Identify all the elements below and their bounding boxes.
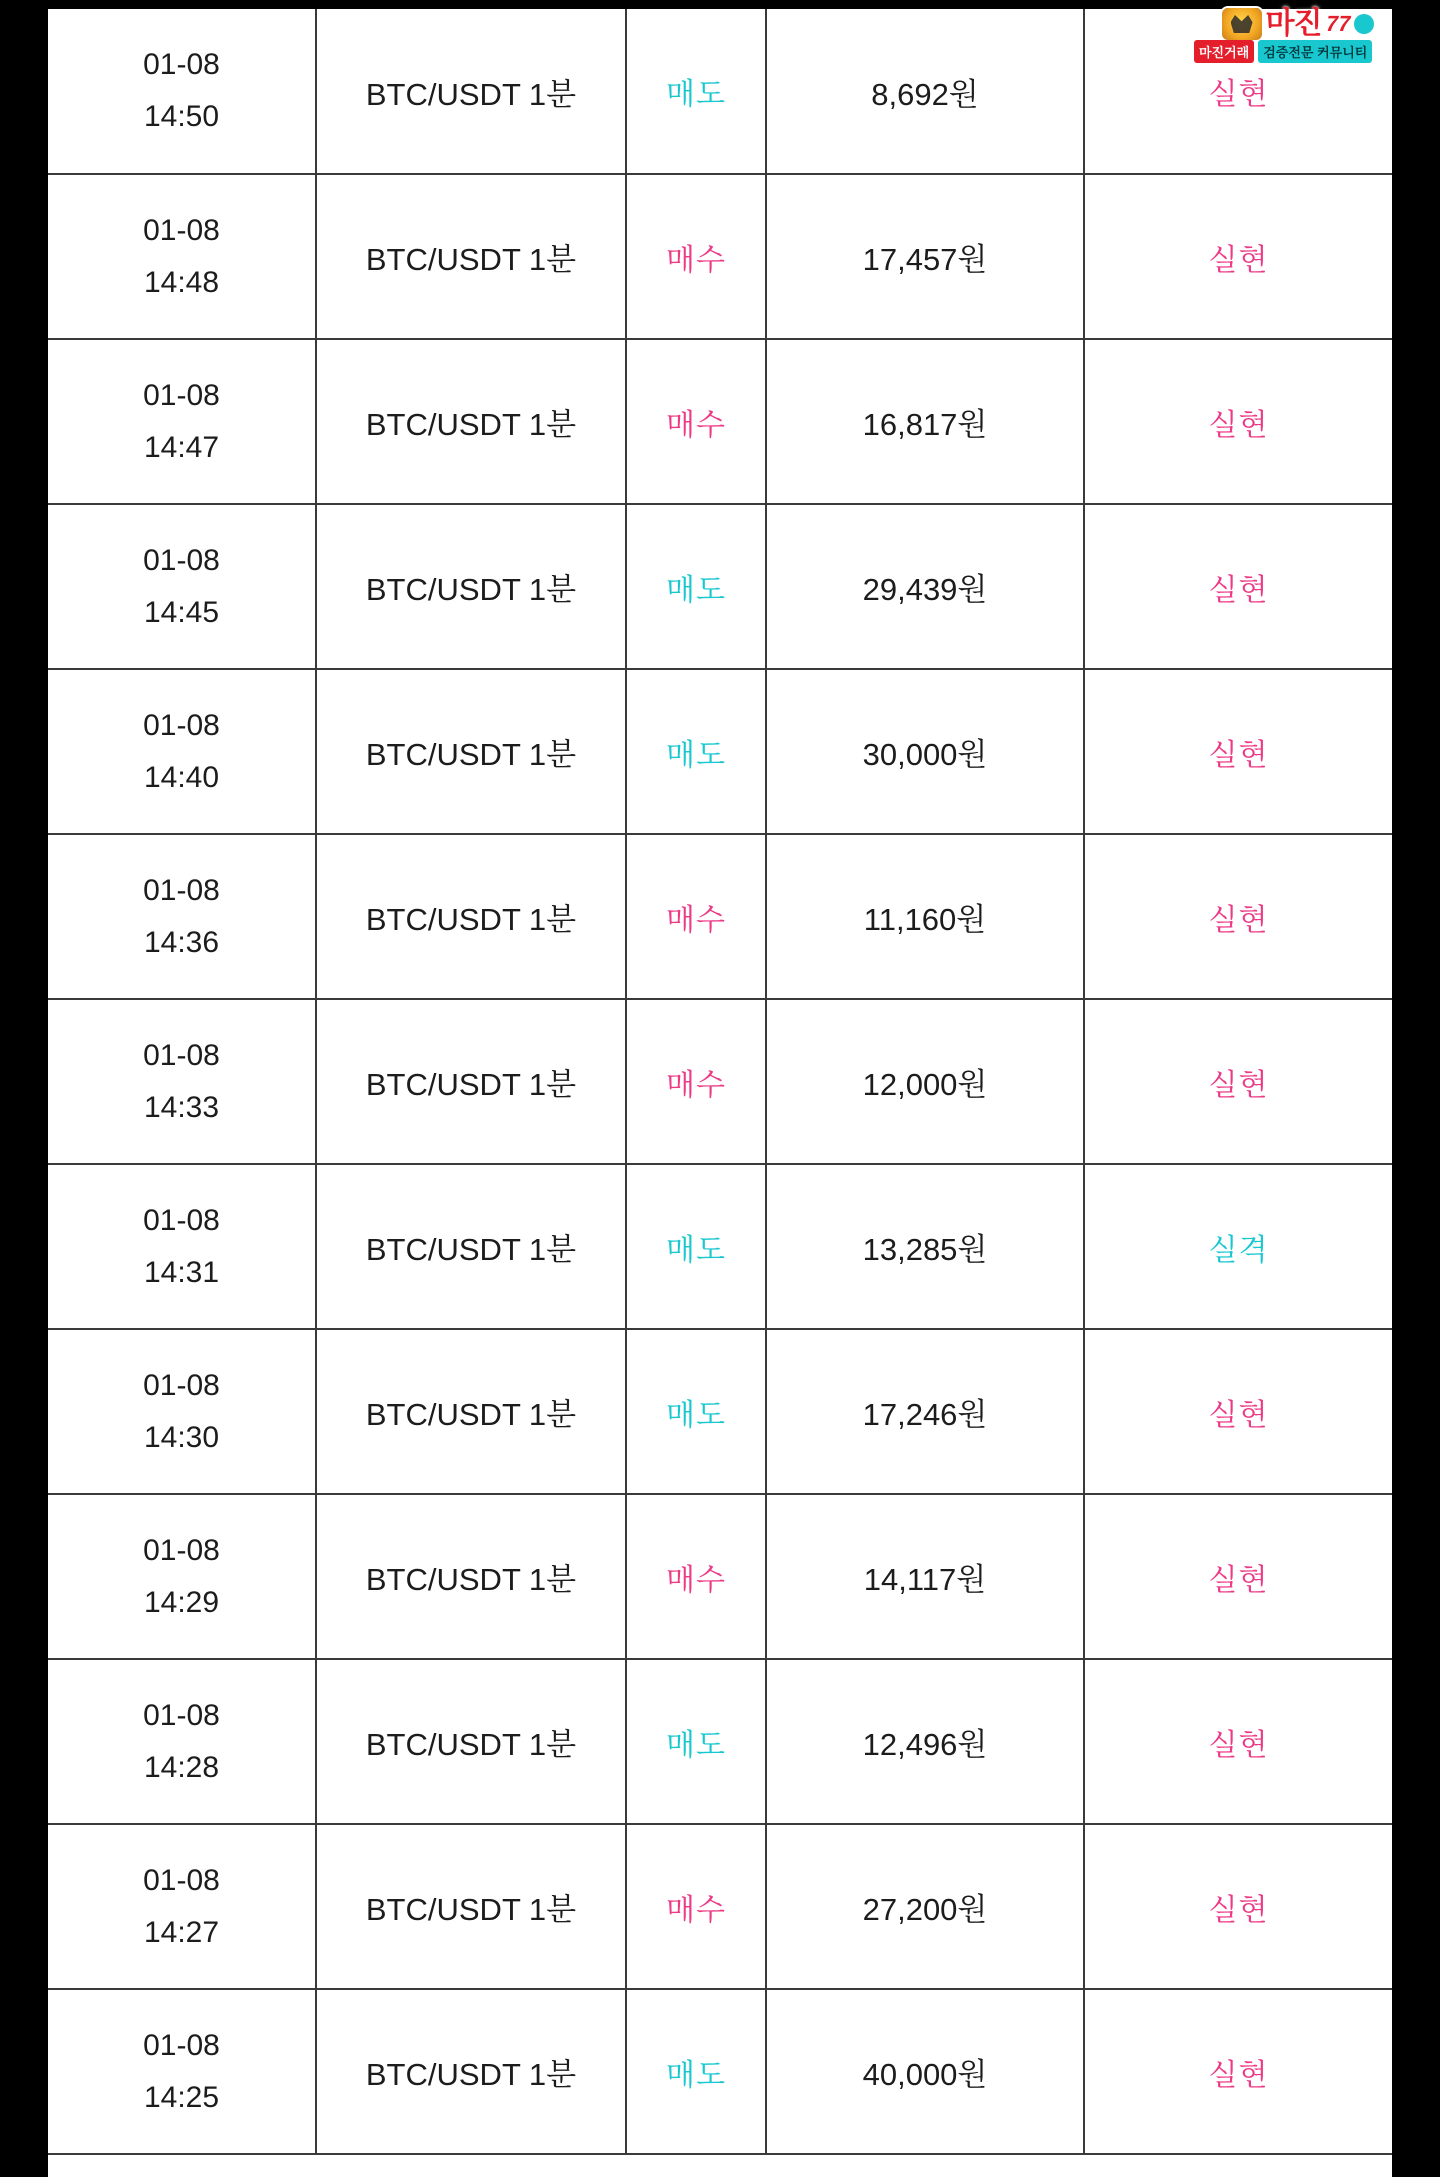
cell-amount: 14,117원 xyxy=(766,1494,1084,1659)
cell-datetime xyxy=(48,1164,316,1329)
cell-side: 매수 xyxy=(626,1824,766,1989)
status-badge: 실현 xyxy=(1084,1329,1392,1494)
trade-time: 14:47 xyxy=(143,430,220,464)
trade-date: 01-08 xyxy=(143,2028,220,2062)
cell-amount: 11,160원 xyxy=(766,834,1084,999)
trade-time: 14:40 xyxy=(143,760,220,794)
status-badge: 실현 xyxy=(1084,174,1392,339)
cell-side: 매수 xyxy=(626,174,766,339)
trade-date: 01-08 xyxy=(143,1368,220,1402)
cell-amount: 17,457원 xyxy=(766,174,1084,339)
trade-time: 14:50 xyxy=(143,100,220,133)
cell-instrument: BTC/USDT 1분 xyxy=(316,1164,626,1329)
watermark-brand: 마진 xyxy=(1265,7,1322,40)
trade-date: 01-08 xyxy=(143,48,220,81)
trade-date: 01-08 xyxy=(143,708,220,742)
table-row[interactable] xyxy=(48,999,1392,1164)
trade-time: 14:27 xyxy=(143,1915,220,1949)
watermark-tag-left: 마진거래 xyxy=(1194,40,1254,63)
cell-datetime xyxy=(48,834,316,999)
table-row[interactable] xyxy=(48,1329,1392,1494)
cell-instrument: BTC/USDT 1분 xyxy=(316,1329,626,1494)
watermark-mark: 77 xyxy=(1322,11,1353,36)
table-row[interactable] xyxy=(48,9,1392,174)
watermark-tag-right: 검증전문 커뮤니티 xyxy=(1258,40,1372,63)
cell-amount: 40,000원 xyxy=(766,1989,1084,2154)
cell-side: 매도 xyxy=(626,1659,766,1824)
status-badge: 실현 xyxy=(1084,1659,1392,1824)
cell-amount: 12,000원 xyxy=(766,999,1084,1164)
status-badge: 실현 xyxy=(1084,834,1392,999)
trade-history-panel xyxy=(48,0,1392,2177)
cell-amount: 17,246원 xyxy=(766,1329,1084,1494)
cell-instrument: BTC/USDT 1분 xyxy=(316,1494,626,1659)
table-row[interactable] xyxy=(48,1494,1392,1659)
status-badge: 실현 xyxy=(1084,1989,1392,2154)
cell-instrument: BTC/USDT 1분 xyxy=(316,1659,626,1824)
trade-date: 01-08 xyxy=(143,1533,220,1567)
trade-time: 14:30 xyxy=(143,1420,220,1454)
table-row[interactable] xyxy=(48,1164,1392,1329)
table-row[interactable] xyxy=(48,1989,1392,2154)
cell-side: 매수 xyxy=(626,834,766,999)
trade-time: 14:31 xyxy=(143,1255,220,1289)
cell-instrument: BTC/USDT 1분 xyxy=(316,999,626,1164)
trade-date: 01-08 xyxy=(143,378,220,412)
cell-datetime xyxy=(48,339,316,504)
cell-datetime xyxy=(48,1494,316,1659)
status-badge: 실현 xyxy=(1084,504,1392,669)
table-row[interactable] xyxy=(48,1824,1392,1989)
trade-time: 14:45 xyxy=(143,595,220,629)
status-badge: 실현 xyxy=(1084,9,1392,174)
cell-amount: 16,817원 xyxy=(766,339,1084,504)
trade-date: 01-08 xyxy=(143,1038,220,1072)
status-badge: 실현 xyxy=(1084,1824,1392,1989)
cell-instrument: BTC/USDT 1분 xyxy=(316,669,626,834)
status-badge: 실현 xyxy=(1084,669,1392,834)
cell-side: 매수 xyxy=(626,1494,766,1659)
cell-side: 매도 xyxy=(626,9,766,174)
trade-date: 01-08 xyxy=(143,1203,220,1237)
cell-datetime xyxy=(48,669,316,834)
cell-datetime xyxy=(48,999,316,1164)
cell-instrument: BTC/USDT 1분 xyxy=(316,1824,626,1989)
cell-instrument: BTC/USDT 1분 xyxy=(316,174,626,339)
status-badge: 실현 xyxy=(1084,1494,1392,1659)
cell-side: 매도 xyxy=(626,669,766,834)
top-black-bar xyxy=(48,0,1392,9)
cell-datetime xyxy=(48,174,316,339)
cell-side: 매도 xyxy=(626,1989,766,2154)
cell-instrument: BTC/USDT 1분 xyxy=(316,9,626,174)
status-badge: 실격 xyxy=(1084,1164,1392,1329)
cell-amount: 30,000원 xyxy=(766,669,1084,834)
trade-time: 14:36 xyxy=(143,925,220,959)
cell-instrument: BTC/USDT 1분 xyxy=(316,504,626,669)
trade-history-table xyxy=(48,9,1392,2155)
cell-instrument: BTC/USDT 1분 xyxy=(316,339,626,504)
cell-side: 매도 xyxy=(626,1329,766,1494)
cell-datetime xyxy=(48,504,316,669)
trade-date: 01-08 xyxy=(143,543,220,577)
cell-instrument: BTC/USDT 1분 xyxy=(316,1989,626,2154)
cell-side: 매도 xyxy=(626,1164,766,1329)
cell-datetime xyxy=(48,1329,316,1494)
cell-amount: 8,692원 xyxy=(766,9,1084,174)
trade-time: 14:28 xyxy=(143,1750,220,1784)
status-badge: 실현 xyxy=(1084,999,1392,1164)
trade-time: 14:25 xyxy=(143,2080,220,2114)
cell-datetime xyxy=(48,1989,316,2154)
table-row[interactable] xyxy=(48,174,1392,339)
cell-side: 매수 xyxy=(626,339,766,504)
cell-amount: 12,496원 xyxy=(766,1659,1084,1824)
cell-amount: 27,200원 xyxy=(766,1824,1084,1989)
trade-date: 01-08 xyxy=(143,213,220,247)
cell-instrument: BTC/USDT 1분 xyxy=(316,834,626,999)
trade-date: 01-08 xyxy=(143,1698,220,1732)
cell-datetime xyxy=(48,1659,316,1824)
cell-side: 매수 xyxy=(626,999,766,1164)
table-row[interactable] xyxy=(48,1659,1392,1824)
table-row[interactable] xyxy=(48,339,1392,504)
cell-amount: 29,439원 xyxy=(766,504,1084,669)
trade-time: 14:29 xyxy=(143,1585,220,1619)
status-badge: 실현 xyxy=(1084,339,1392,504)
trade-time: 14:33 xyxy=(143,1090,220,1124)
table-row[interactable] xyxy=(48,504,1392,669)
cell-datetime xyxy=(48,1824,316,1989)
cell-side: 매도 xyxy=(626,504,766,669)
trade-date: 01-08 xyxy=(143,873,220,907)
cell-datetime xyxy=(48,9,316,174)
cell-amount: 13,285원 xyxy=(766,1164,1084,1329)
table-row[interactable] xyxy=(48,669,1392,834)
table-row[interactable] xyxy=(48,834,1392,999)
trade-time: 14:48 xyxy=(143,265,220,299)
trade-date: 01-08 xyxy=(143,1863,220,1897)
